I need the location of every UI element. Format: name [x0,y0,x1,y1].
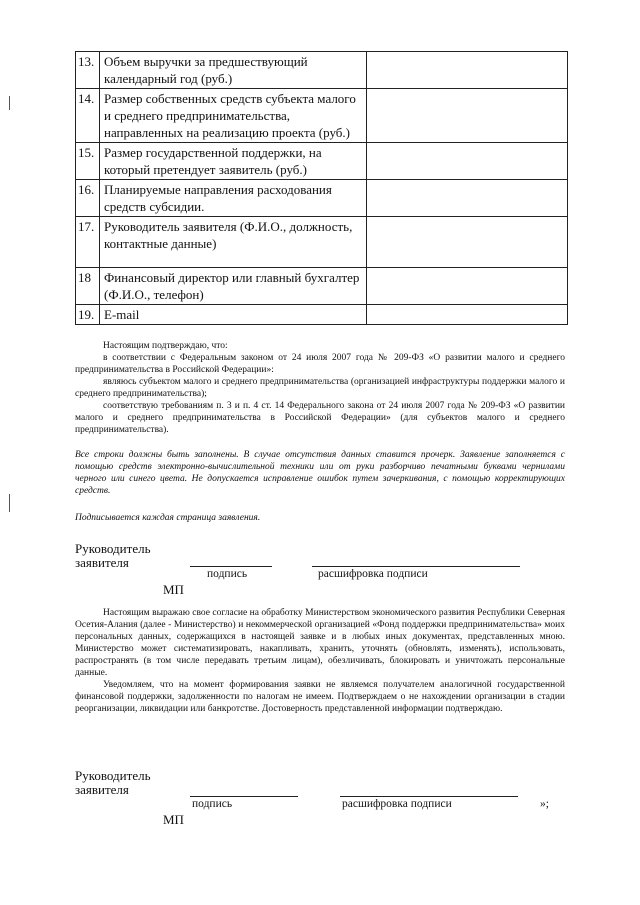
row-number: 19. [76,305,100,325]
consent-section [75,607,565,715]
row-label: E-mail [100,305,367,325]
closing-quote: »; [540,798,549,810]
signing-note [75,512,565,524]
applicant-label: заявителя [75,555,129,570]
row-value-cell[interactable] [367,143,568,180]
row-number: 18 [76,268,100,305]
row-label: Планируемые направления расходования средств субсидии. [100,180,367,217]
applicant-label: заявителя [75,782,129,797]
row-label: Объем выручки за предшествующий календарный год (руб.) [100,52,367,89]
instruction-paragraph: Все строки должны быть заполнены. В случае отсутствия данных ставится прочерк. Заявление заполняется с помощью средств электронно-вычислительной техники или от руки разборчиво печатными буквами чернилами черного или синего цвета. Не допускается исправление ошибок путем зачеркивания, с помощью корректирующих средств. [75,450,565,496]
filling-instructions [75,449,565,497]
row-label: Финансовый директор или главный бухгалтер (Ф.И.О., телефон) [100,268,367,305]
row-value-cell[interactable] [367,217,568,268]
row-label: Размер собственных средств субъекта малого и среднего предпринимательства, направленных на реализацию проекта (руб.) [100,89,367,143]
head-label: Руководитель [75,768,151,783]
row-label: Руководитель заявителя (Ф.И.О., должность, контактные данные) [100,217,367,268]
signature-caption: подпись [207,568,248,580]
row-label: Размер государственной поддержки, на который претендует заявитель (руб.) [100,143,367,180]
consent-paragraph: Настоящим выражаю свое согласие на обработку Министерством экономического развития Республики Северная Осетия-Алания (далее - Министерство) и некоммерческой организацией «Фонд поддержки предпринимательства» моих персональных данных, содержащихся в настоящей заявке и в любых иных документах, представленных мною. Министерство может систематизировать, накапливать, хранить, уточнять (обновлять, изменять), использовать, распространять (в том числе передавать третьим лицам), обезличивать, блокировать и уничтожать персональные данные. [75,608,565,678]
signature-line[interactable] [190,566,272,567]
signing-note-text: Подписывается каждая страница заявления. [75,513,261,523]
confirmation-paragraph: соответствую требованиям п. 3 и п. 4 ст. 14 Федерального закона от 24 июля 2007 года № 209-ФЗ «О развитии малого и среднего предпринимательства в Российской Федерации» (для субъектов малого и среднего предпринимательства). [75,401,565,435]
signature-decode-line[interactable] [340,796,518,797]
confirmation-paragraph: в соответствии с Федеральным законом от 24 июля 2007 года № 209-ФЗ «О развитии малого и среднего предпринимательства в Российской Федерации»: [75,353,565,375]
confirmation-paragraph: являюсь субъектом малого и среднего предпринимательства (организацией инфраструктуры поддержки малого и среднего предпринимательства); [75,377,565,399]
stamp-place: МП [163,582,184,597]
row-number: 17. [76,217,100,268]
signature-decode-caption: расшифровка подписи [342,798,452,810]
row-value-cell[interactable] [367,89,568,143]
confirmation-section [75,340,565,436]
row-number: 14. [76,89,100,143]
signature-decode-line[interactable] [312,566,520,567]
row-value-cell[interactable] [367,268,568,305]
table-row [76,180,568,217]
signature-decode-caption: расшифровка подписи [318,568,428,580]
row-value-cell[interactable] [367,305,568,325]
row-number: 13. [76,52,100,89]
head-label: Руководитель [75,541,151,556]
table-row [76,217,568,268]
table-row [76,89,568,143]
row-value-cell[interactable] [367,180,568,217]
stamp-place: МП [163,812,184,827]
application-table [75,51,568,325]
table-row [76,52,568,89]
row-number: 16. [76,180,100,217]
row-number: 15. [76,143,100,180]
signature-caption: подпись [192,798,233,810]
margin-mark [9,494,10,512]
table-row [76,268,568,305]
signature-line[interactable] [190,796,298,797]
table-row [76,305,568,325]
table-row [76,143,568,180]
confirmation-intro: Настоящим подтверждаю, что: [103,341,228,351]
margin-mark [9,96,10,110]
row-value-cell[interactable] [367,52,568,89]
notice-paragraph: Уведомляем, что на момент формирования заявки не являемся получателем аналогичной государственной финансовой поддержки, задолженности по налогам не имеем. Подтверждаем о не нахождении организации в стадии реорганизации, ликвидации или банкротстве. Достоверность представленной информации подтверждаю. [75,680,565,714]
